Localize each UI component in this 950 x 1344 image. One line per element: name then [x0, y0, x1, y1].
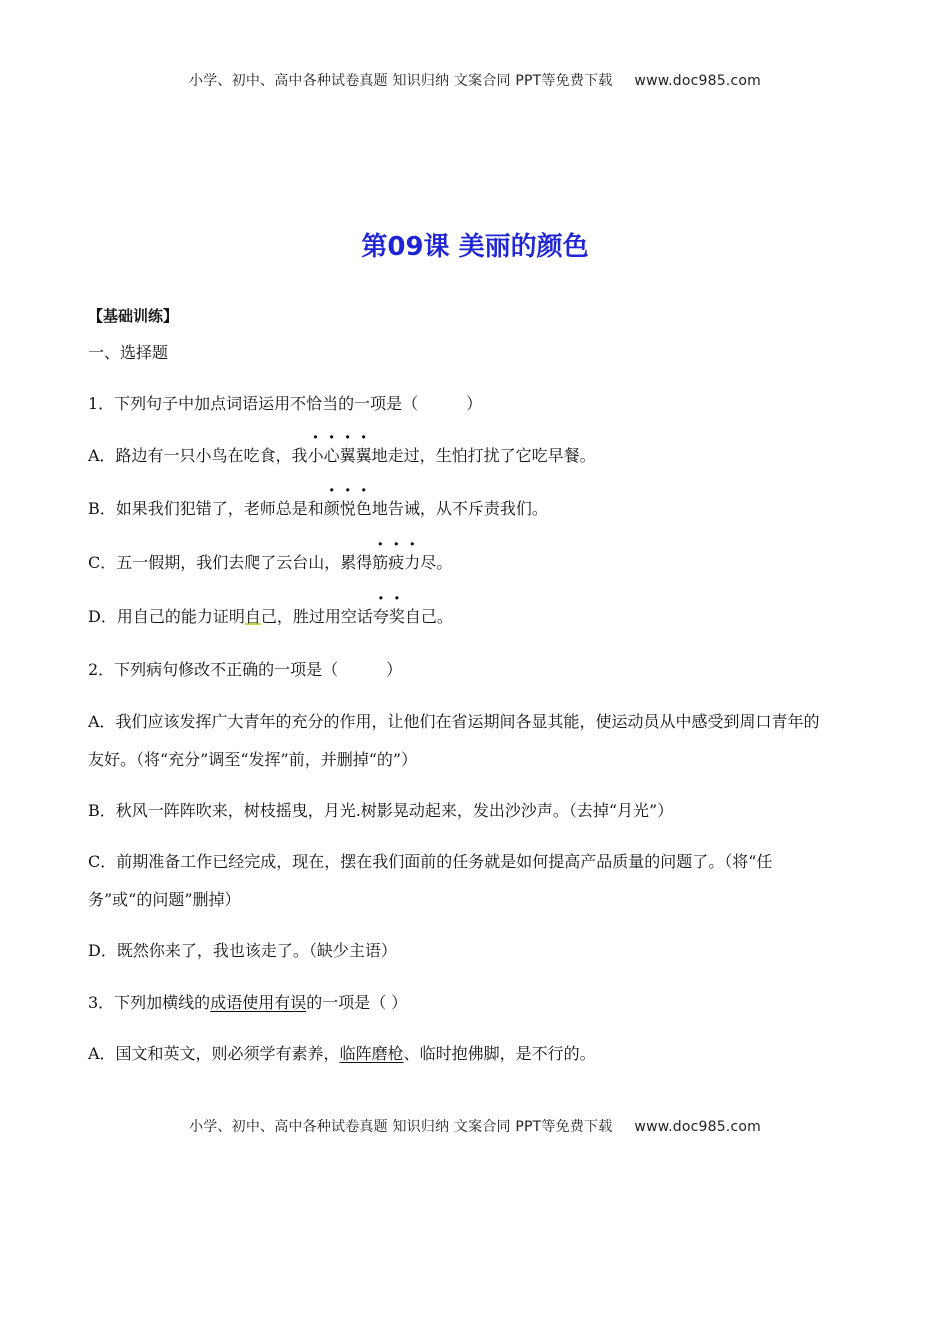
emphasis-dot-char: 小 — [307, 446, 324, 465]
underlined-idiom: 临阵磨枪 — [339, 1044, 404, 1063]
part-heading: 一、选择题 — [88, 343, 169, 362]
q2-option-b: B．秋风一阵阵吹来，树枝摇曳，月光.树影晃动起来，发出沙沙声。（去掉“月光”） — [88, 801, 674, 820]
q2-stem: 2．下列病句修改不正确的一项是（ ） — [88, 660, 403, 679]
section-heading: 【基础训练】 — [88, 307, 179, 325]
q1-option-c: C．五一假期，我们去爬了云台山，累得筋疲力尽。 — [88, 553, 453, 572]
highlight-mark: 自 — [244, 607, 261, 626]
q2-option-c-line1: C．前期准备工作已经完成，现在，摆在我们面前的任务就是如何提高产品质量的问题了。（将“任 — [88, 852, 773, 871]
emphasis-dot-char: 颜 — [323, 499, 340, 518]
emphasis-dot-char: 悦 — [339, 499, 356, 518]
page-footer — [0, 1116, 950, 1136]
q2-option-d: D．既然你来了，我也该走了。（缺少主语） — [88, 941, 397, 960]
dotted-word — [308, 446, 372, 465]
emphasis-dot-char: 色 — [355, 499, 372, 518]
q1-option-b: B．如果我们犯错了，老师总是和颜悦色地告诫，从不斥责我们。 — [88, 499, 548, 518]
emphasis-dot-char: 夸 — [372, 607, 389, 626]
page-title: 第09课 美丽的颜色 — [361, 232, 589, 262]
dotted-word — [373, 607, 405, 626]
emphasis-dot-char: 筋 — [372, 553, 389, 572]
footer-text: 小学、初中、高中各种试卷真题 知识归纳 文案合同 PPT等免费下载 — [189, 1119, 613, 1135]
q1-option-d: D．用自己的能力证明自己，胜过用空话夸奖自己。 — [88, 607, 453, 626]
emphasis-dot-char: 疲 — [388, 553, 405, 572]
q2-option-a-line1: A．我们应该发挥广大青年的充分的作用，让他们在省运期间各显其能，使运动员从中感受到周口青年的 — [88, 712, 820, 731]
emphasis-dot-char: 心 — [323, 446, 340, 465]
q2-option-c-line2: 务”或“的问题”删掉） — [88, 890, 241, 909]
footer-url[interactable]: www.doc985.com — [634, 1119, 761, 1135]
q1-stem: 1．下列句子中加点词语运用不恰当的一项是（ ） — [88, 394, 483, 413]
emphasis-dot-char: 奖 — [388, 607, 405, 626]
emphasis-dot-char: 翼 — [355, 446, 372, 465]
q3-stem: 3．下列加横线的成语使用有误的一项是（ ） — [88, 993, 408, 1012]
dotted-word — [324, 499, 372, 518]
dotted-word — [372, 553, 420, 572]
underlined-text: 成语使用有误 — [210, 993, 307, 1012]
q1-option-a: A．路边有一只小鸟在吃食，我小心翼翼地走过，生怕打扰了它吃早餐。 — [88, 446, 596, 465]
header-text: 小学、初中、高中各种试卷真题 知识归纳 文案合同 PPT等免费下载 — [189, 73, 613, 89]
q3-option-a: A．国文和英文，则必须学有素养，临阵磨枪、临时抱佛脚，是不行的。 — [88, 1044, 596, 1063]
q2-option-a-line2: 友好。（将“充分”调至“发挥”前，并删掉“的”） — [88, 750, 418, 769]
emphasis-dot-char: 翼 — [339, 446, 356, 465]
page-header — [0, 70, 950, 90]
emphasis-dot-char: 力 — [404, 553, 421, 572]
header-url[interactable]: www.doc985.com — [634, 73, 761, 89]
